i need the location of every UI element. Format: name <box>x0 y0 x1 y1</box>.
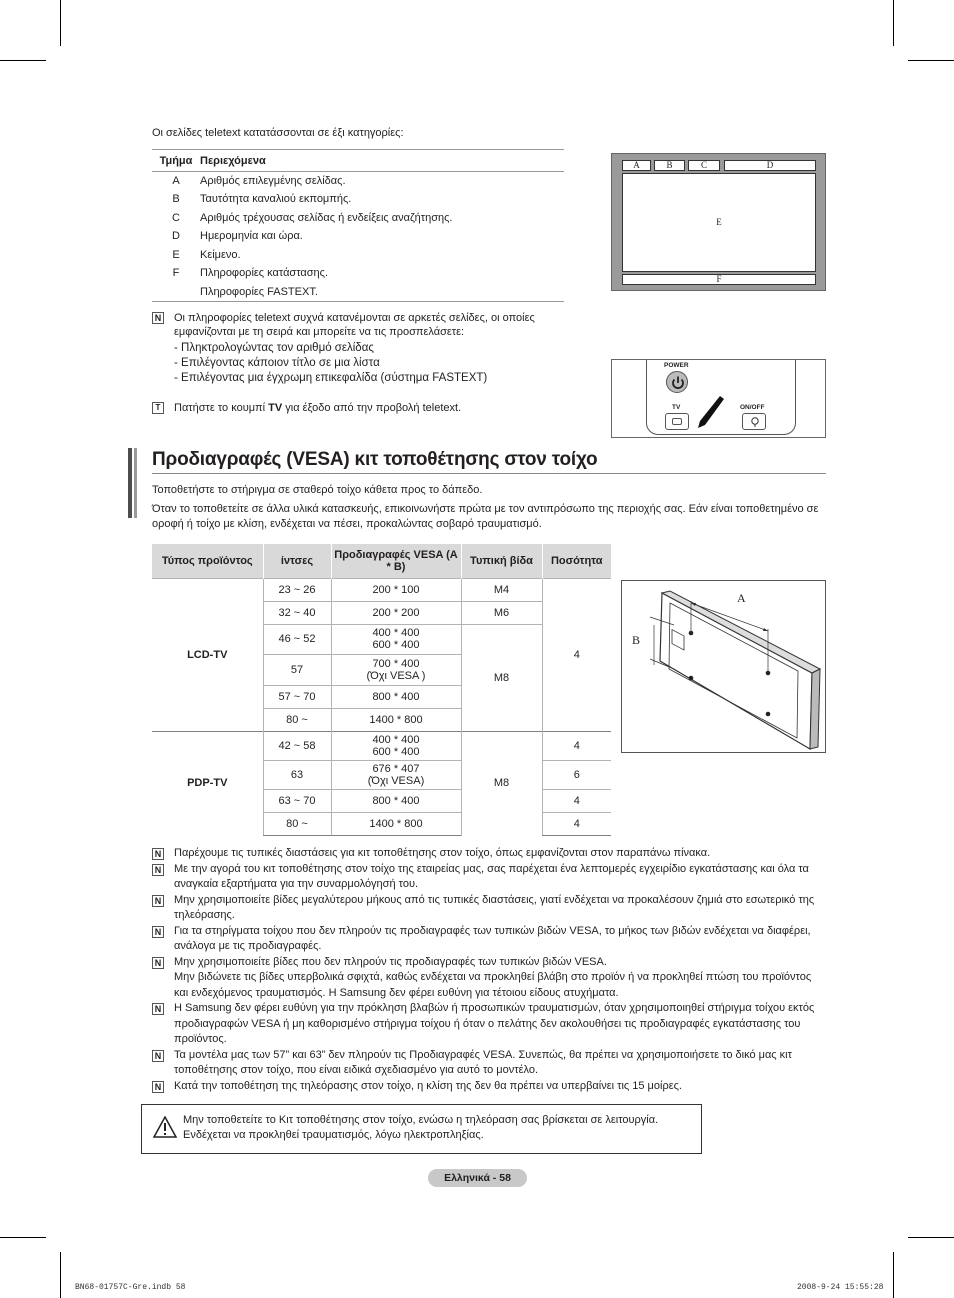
category-key <box>152 283 200 302</box>
note-icon: N <box>152 864 164 876</box>
section-c-label: C <box>688 160 720 171</box>
note-item <box>152 1048 822 1079</box>
vesa-line: 676 * 407 <box>372 762 420 775</box>
section-f-label: F <box>622 274 816 285</box>
wall-mount-diagram <box>621 580 826 753</box>
power-label: POWER <box>664 362 689 369</box>
heading-bar <box>134 448 137 518</box>
vesa-cell: 200 * 100 <box>331 578 461 601</box>
vesa-line: 600 * 400 <box>372 745 420 758</box>
note-text: Οι πληροφορίες teletext συχνά κατανέμονται σε αρκετές σελίδες, οι οποίες εμφανίζονται με τη σειρά και μπορείτε να τις προσπελάσετε: <box>174 312 535 338</box>
quantity-cell: 4 <box>542 812 611 835</box>
crop-mark <box>893 1252 894 1298</box>
vesa-cell <box>331 731 461 760</box>
footer-file-info: BN68-01757C-Gre.indb 58 <box>75 1283 186 1292</box>
note-item <box>152 1001 822 1048</box>
vesa-cell: 1400 * 800 <box>331 812 461 835</box>
light-icon <box>743 414 767 431</box>
inches-cell: 80 ~ <box>263 708 331 731</box>
inches-cell: 23 ~ 26 <box>263 578 331 601</box>
section-b-label: B <box>654 160 685 171</box>
crop-mark <box>0 1237 46 1238</box>
category-desc: Ημερομηνία και ώρα. <box>200 230 303 243</box>
notes-list <box>152 846 822 1094</box>
note-text: Για τα στηρίγματα τοίχου που δεν πληρούν τις προδιαγραφές των τυπικών βιδών VESA, το μήκος των βιδών ενδέχεται να διαφέρει, ανάλογα με τις προδιαγραφές. <box>174 924 811 952</box>
category-desc: Ταυτότητα καναλιού εκπομπής. <box>200 193 352 206</box>
crop-mark <box>893 0 894 46</box>
note-item <box>152 1079 822 1095</box>
note-icon: N <box>152 895 164 907</box>
press-tv-note <box>152 401 461 415</box>
screw-cell: M6 <box>461 601 542 624</box>
category-desc: Πληροφορίες κατάστασης. <box>200 267 329 280</box>
note-item <box>152 846 822 862</box>
section-e-label: E <box>622 173 816 272</box>
list-item: - Πληκτρολογώντας τον αριθμό σελίδας <box>174 342 374 354</box>
crop-mark <box>908 60 954 61</box>
page-number-badge: Ελληνικά - 58 <box>428 1169 527 1187</box>
vesa-cell: 800 * 400 <box>331 685 461 708</box>
vesa-cell <box>331 624 461 654</box>
footer-timestamp: 2008-9-24 15:55:28 <box>797 1283 884 1292</box>
vesa-line: (Όχι VESA ) <box>366 669 426 682</box>
column-header: Τύπος προϊόντος <box>152 544 263 578</box>
category-key: A <box>172 175 180 187</box>
note-icon: N <box>152 1081 164 1093</box>
screw-cell: M8 <box>461 624 542 731</box>
note-item <box>152 893 822 924</box>
warning-text: Μην τοποθετείτε το Κιτ τοποθέτησης στον τοίχο, ενώσω η τηλεόραση σας βρίσκεται σε λειτουργία. Ενδέχεται να προκληθεί τραυματισμός, λόγω ηλεκτροπληξίας. <box>183 1114 659 1141</box>
note-text: Μην χρησιμοποιείτε βίδες που δεν πληρούν τις προδιαγραφές των τυπικών βιδών VESA. Μην βιδώνετε τις βίδες υπερβολικά σφιχτά, καθώς ενδέχεται να προκληθεί βλάβη στο προϊόν ή να προκληθεί πτώση του προϊόντος και ενδεχόμενος τραυματισμός. Η Samsung δεν φέρει ευθύνη για τέτοιου είδους ατυχήματα. <box>174 955 812 999</box>
note-item <box>152 955 822 1002</box>
inches-cell: 63 <box>263 760 331 789</box>
column-header: Ποσότητα <box>542 544 611 578</box>
inches-cell: 32 ~ 40 <box>263 601 331 624</box>
category-key: D <box>172 230 180 243</box>
vesa-line: 400 * 400 <box>372 733 420 746</box>
section-d-label: D <box>724 160 816 171</box>
vesa-cell: 200 * 200 <box>331 601 461 624</box>
category-desc: Αριθμός επιλεγμένης σελίδας. <box>200 175 346 187</box>
note-icon: N <box>152 926 164 938</box>
inches-cell: 63 ~ 70 <box>263 789 331 812</box>
note-text: Τα μοντέλα μας των 57” και 63” δεν πληρούν τις Προδιαγραφές VESA. Συνεπώς, θα πρέπει να χρησιμοποιήσετε το δικό μας κιτ τοποθέτησης στον τοίχο, που είναι ειδικά σχεδιασμένο για αυτό το μοντέλο. <box>174 1048 792 1076</box>
teletext-intro: Οι σελίδες teletext κατατάσσονται σε έξι κατηγορίες: <box>152 127 404 139</box>
quantity-cell: 6 <box>542 760 611 789</box>
column-header: Τυπική βίδα <box>461 544 542 578</box>
note-icon: N <box>152 1003 164 1015</box>
inches-cell: 57 <box>263 654 331 685</box>
vesa-spec-table <box>152 544 611 836</box>
vesa-cell <box>331 654 461 685</box>
teletext-categories-table <box>152 149 564 302</box>
power-icon <box>667 372 689 394</box>
column-header: Προδιαγραφές VESA (A * B) <box>331 544 461 578</box>
list-item: - Επιλέγοντας μια έγχρωμη επικεφαλίδα (σύστημα FASTEXT) <box>174 372 488 384</box>
category-desc: Πληροφορίες FASTEXT. <box>200 283 564 302</box>
category-key: F <box>172 267 180 280</box>
category-key: C <box>172 211 180 224</box>
tv-label: TV <box>672 404 681 411</box>
vesa-line: (Όχι VESA) <box>367 774 425 787</box>
note-text: Παρέχουμε τις τυπικές διαστάσεις για κιτ τοποθέτησης στον τοίχο, όπως εμφανίζονται στον παραπάνω πίνακα. <box>174 847 711 859</box>
vesa-cell <box>331 760 461 789</box>
product-type-pdp: PDP-TV <box>152 731 263 835</box>
crop-mark <box>60 0 61 46</box>
onoff-button <box>742 413 766 430</box>
note-text: Μην χρησιμοποιείτε βίδες μεγαλύτερου μήκους από τις τυπικές διαστάσεις, γιατί ενδέχεται να προκαλέσουν ζημιά στο εσωτερικό της τηλεόρασης. <box>174 893 815 921</box>
note-icon: N <box>152 1050 164 1062</box>
tv-back-illustration <box>622 581 825 752</box>
warning-box <box>141 1104 702 1154</box>
column-header: Περιεχόμενα <box>200 150 564 172</box>
vesa-cell: 800 * 400 <box>331 789 461 812</box>
section-heading: Προδιαγραφές (VESA) κιτ τοποθέτησης στον τοίχο <box>152 449 598 470</box>
note-text: Η Samsung δεν φέρει ευθύνη για την πρόκληση βλαβών ή προσωπικών τραυματισμών, όταν χρησιμοποιηθεί στήριγμα τοίχου εκτός προδιαγραφών VESA ή μη καθορισμένο στήριγμα τοίχου ή όταν ο πελάτης δεν ακολουθήσει τις προδιαγραφές εγκατάστασης του προϊόντος. <box>174 1002 815 1045</box>
quantity-cell: 4 <box>542 578 611 731</box>
category-desc: Αριθμός τρέχουσας σελίδας ή ενδείξεις αναζήτησης. <box>200 211 453 224</box>
note-icon: N <box>152 848 164 860</box>
tv-icon <box>672 418 682 425</box>
category-key: B <box>172 193 180 206</box>
dimension-b-label: B <box>632 633 641 647</box>
list-item: - Επιλέγοντας κάποιον τίτλο σε μια λίστα <box>174 357 380 369</box>
press-tv-pre: Πατήστε το κουμπί <box>174 402 269 414</box>
screw-cell: M4 <box>461 578 542 601</box>
tv-button-icon: T <box>152 402 164 414</box>
note-icon: N <box>152 957 164 969</box>
column-header: ίντσες <box>263 544 331 578</box>
onoff-label: ON/OFF <box>740 404 765 411</box>
note-icon: N <box>152 312 164 324</box>
crop-mark <box>908 1237 954 1238</box>
tv-button <box>665 413 689 430</box>
category-desc: Κείμενο. <box>200 248 241 261</box>
pointer-arrow-icon <box>696 396 724 428</box>
inches-cell: 80 ~ <box>263 812 331 835</box>
power-button <box>666 371 688 393</box>
teletext-note <box>152 311 572 339</box>
inches-cell: 46 ~ 52 <box>263 624 331 654</box>
note-item <box>152 862 822 893</box>
quantity-cell: 4 <box>542 731 611 760</box>
crop-mark <box>60 1252 61 1298</box>
dimension-a-label: A <box>737 591 746 605</box>
access-methods-list <box>174 341 487 386</box>
heading-bar <box>128 448 132 518</box>
inches-cell: 57 ~ 70 <box>263 685 331 708</box>
warning-triangle-icon <box>153 1116 177 1138</box>
remote-illustration <box>611 359 826 438</box>
screw-cell: M8 <box>461 731 542 835</box>
vesa-cell: 1400 * 800 <box>331 708 461 731</box>
teletext-screen-diagram <box>611 153 826 291</box>
press-tv-post: για έξοδο από την προβολή teletext. <box>282 402 462 414</box>
quantity-cell: 4 <box>542 789 611 812</box>
vesa-line: 600 * 400 <box>372 639 420 651</box>
note-text: Με την αγορά του κιτ τοποθέτησης στον τοίχο της εταιρείας μας, σας παρέχεται ένα λεπτομερές εγχειρίδιο εγκατάστασης και όλα τα αναγκαία εξαρτήματα για την συναρμολόγησή του. <box>174 862 809 890</box>
heading-rule <box>152 473 826 474</box>
inches-cell: 42 ~ 58 <box>263 731 331 760</box>
mounting-paragraph: Τοποθετήστε το στήριγμα σε σταθερό τοίχο κάθετα προς το δάπεδο. <box>152 484 483 496</box>
vesa-line: 400 * 400 <box>372 627 420 639</box>
crop-mark <box>0 60 46 61</box>
section-a-label: A <box>622 160 651 171</box>
category-key: E <box>172 248 180 261</box>
warning-paragraph: Όταν το τοποθετείτε σε άλλα υλικά κατασκευής, επικοινωνήστε πρώτα με τον αντιπρόσωπο της περιοχής σας. Εάν είναι τοποθετημένο σε οροφή ή τοίχο με κλίση, ενδέχεται να πέσει, προκαλώντας σοβαρό τραυματισμό. <box>152 503 819 530</box>
press-tv-bold: TV <box>268 402 283 414</box>
note-text: Κατά την τοποθέτηση της τηλεόρασης στον τοίχο, η κλίση της δεν θα πρέπει να υπερβαίνει τις 15 μοίρες. <box>174 1079 682 1092</box>
column-header: Τμήμα <box>152 150 200 172</box>
note-item <box>152 924 822 955</box>
vesa-line: 700 * 400 <box>372 657 420 670</box>
product-type-lcd: LCD-TV <box>152 578 263 731</box>
